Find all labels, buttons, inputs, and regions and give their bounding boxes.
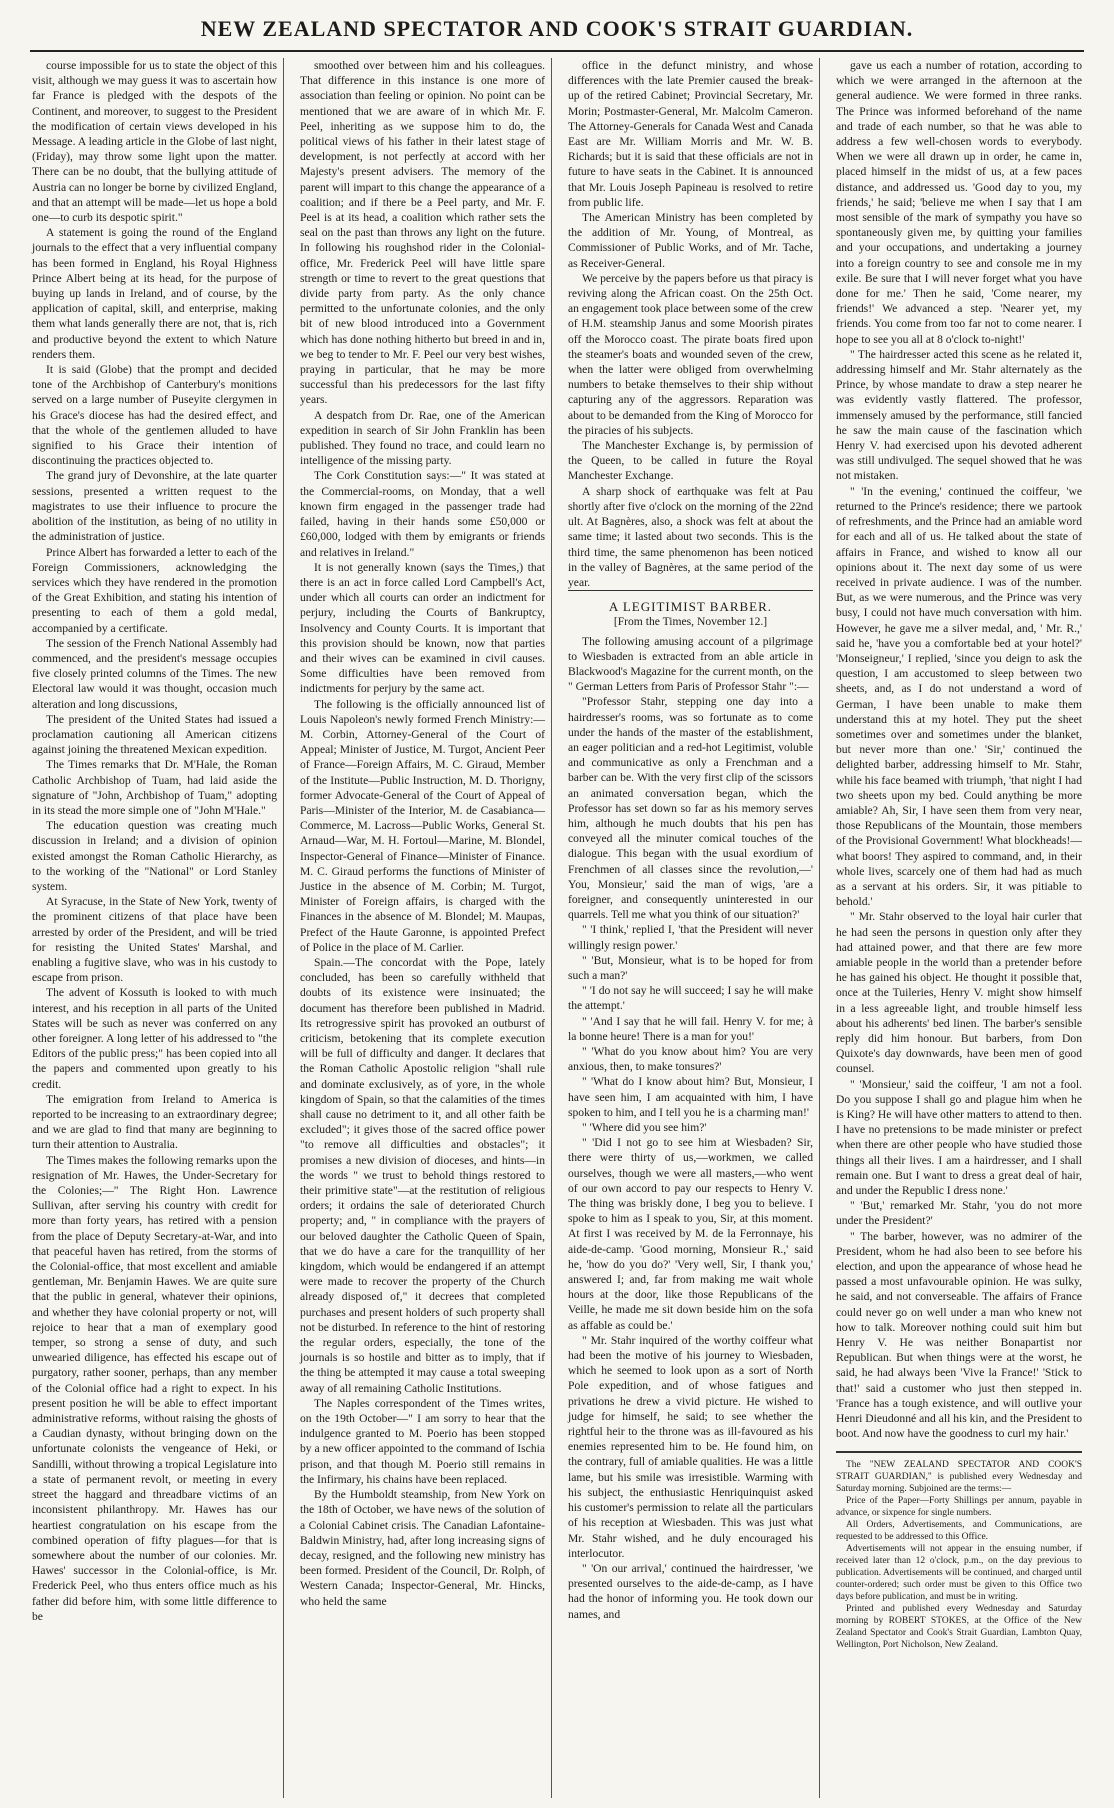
paragraph: The advent of Kossuth is looked to with much interest, and his reception in all parts of the United States will be such as never was conferred on any other foreigner. A long letter of his addressed to "the Editors of the public press;" has been copied into all the papers and commented upon greatly to his credit.: [32, 986, 277, 1091]
paragraph: A despatch from Dr. Rae, one of the American expedition in search of Sir John Franklin has been published. They found no trace, and could learn no intelligence of the missing party.: [300, 408, 545, 468]
article-heading: A LEGITIMIST BARBER.: [568, 590, 813, 614]
column-1: [26, 58, 284, 1798]
paragraph: gave us each a number of rotation, according to which we were arranged in the afternoon at the general audience. We were formed in three ranks. The Prince was informed beforehand of the name and trade of each number, so that he was able to address a few well-chosen words to everybody. When we were all drawn up in order, he came in, placed himself in the midst of us, at a few paces distance, and addressed us. 'Good day to you, my friends,' he said; 'believe me when I say that I am most sensible of the mark of sympathy you have so spontaneously given me, by quitting your families and your occupations, and undertaking a journey into a foreign country to see and console me in my exile. Be sure that I will never forget what you have done for me.' Then he said, 'Come nearer, my friends!' We advanced a step. 'Nearer yet, my friends. You come from too far not to come nearer. I hope to see you all at 8 o'clock to-night!': [836, 59, 1082, 346]
paragraph: " 'And I say that he will fail. Henry V. for me; à la bonne heure! There is a man for you!': [568, 1014, 813, 1043]
column-4-body: [836, 58, 1082, 1441]
paragraph: The Cork Constitution says:—" It was stated at the Commercial-rooms, on Monday, that a well known firm engaged in the passenger trade had failed, having in their hands some £50,000 or £60,000, lodged with them by emigrants or friends and relatives in Ireland.": [300, 469, 545, 559]
paragraph: The session of the French National Assembly had commenced, and the president's message occupies five closely printed columns of the Times. The new Electoral law would it was thought, occasion much alteration and long discussions,: [32, 636, 277, 711]
publisher-imprint: [836, 1451, 1082, 1651]
paragraph: " Mr. Stahr observed to the loyal hair curler that he had seen the persons in question only after they had attained power, and that there are few more amiable people in the world than a pretender before he has gained his object. He thought it possible that, once at the Tuileries, Henry V. might show himself in a less agreeable light, and trouble himself less about his adherents' bed linen. The barber's sensible reply did him honour. But barbers, from Don Quixote's day downwards, have been men of good counsel.: [836, 910, 1082, 1076]
imprint-line: Advertisements will not appear in the ensuing number, if received later than 12 o'clock, p.m., on the day previous to publication. Advertisements will be continued, and charged until counter-ordered; such order must be given to this Office two days before publication, and must be in writing.: [836, 1544, 1082, 1603]
paragraph: The American Ministry has been completed by the addition of Mr. Young, of Montreal, as Commissioner of Public Works, and of Mr. Tache, as Receiver-General.: [568, 211, 813, 270]
paragraph: " 'In the evening,' continued the coiffeur, 'we returned to the Prince's residence; there we partook of refreshments, and the Prince had an amiable word for each and all of us. He talked about the state of affairs in France, and wished to know all our opinions about it. The next day some of us were received in private audience. I was of the number. But, as we were numerous, and the Prince was very busy, I could not have much conversation with him. However, he gave me a silver medal, and, ' Mr. R.,' said he, 'have you a comfortable bed at your hotel?' 'Monseigneur,' I replied, 'since you deign to ask the question, I am accustomed to sleep between two sheets, and, as I do not understand a word of German, I have been unable to make them understand this at my hotel. They put the sheet sometimes over and sometimes under the blanket, but never more than one.' 'Sir,' continued the delighted barber, addressing himself to Mr. Stahr, while his face beamed with triumph, 'that night I had two sheets upon my bed. Could anything be more amiable? Ah, Sir, I have seen them from very near, those Republicans of the Mountain, those members of the Provisional Government! What blockheads!—what boors! They aspired to command, and, in their whole lives, scarcely one of them had had as much as a servant at his orders. Sir, it was pitiable to behold.': [836, 484, 1082, 909]
column-3: [562, 58, 820, 1798]
paragraph: " 'I do not say he will succeed; I say he will make the attempt.': [568, 984, 813, 1013]
paragraph: The education question was creating much discussion in Ireland; and a division of opinion existed amongst the Roman Catholic Hierarchy, as to the working of the "National" or Lord Stanley system.: [32, 819, 277, 893]
imprint-line: All Orders, Advertisements, and Communications, are requested to be addressed to this Office.: [836, 1520, 1082, 1543]
paragraph: A sharp shock of earthquake was felt at Pau shortly after five o'clock on the morning of the 22nd ult. At Bagnères, also, a shock was felt at about the same time; it lasted about two seconds. This is the third time, the same phenomenon has been noticed in the valley of Bagnères, at the same period of the year.: [568, 484, 813, 589]
paragraph: " 'But,' remarked Mr. Stahr, 'you do not more under the President?': [836, 1199, 1082, 1228]
paragraph: " 'I think,' replied I, 'that the President will never willingly resign power.': [568, 923, 813, 952]
paragraph: At Syracuse, in the State of New York, twenty of the prominent citizens of that place have been arrested by order of the President, and will be tried for resisting the United States' Marshal, and enabling a fugitive slave, who was in his custody to escape from prison.: [32, 895, 277, 985]
paragraph: By the Humboldt steamship, from New York on the 18th of October, we have news of the solution of a Colonial Cabinet crisis. The Canadian Lafontaine-Baldwin Ministry, had, after long increasing signs of decay, resigned, and the following new ministry has been formed. President of the Council, Dr. Rolph, of Western Canada; Inspector-General, Mr. Hincks, who held the same: [300, 1488, 545, 1608]
paragraph: course impossible for us to state the object of this visit, although we may guess it was to ascertain how far France is pledged with the despots of the Continent, and moreover, to suggest to the President the modification of certain views developed in his Message. A leading article in the Globe of last night, (Friday), may throw some light upon the matter. There can be no doubt, that the bullying attitude of Austria can no longer be borne by civilized England, and that an attempt will be made—let us hope a bold one—to curb its despotic spirit.": [32, 59, 278, 225]
imprint-line: Price of the Paper—Forty Shillings per annum, payable in advance, or sixpence for single numbers.: [836, 1496, 1082, 1519]
masthead: [30, 10, 1084, 52]
paragraph: Spain.—The concordat with the Pope, lately concluded, has been so carefully withheld that doubts of its existence were insinuated; the document has therefore been published in Madrid. Its retrogressive spirit has provoked an outburst of criticism, betokening that its complete execution will be full of difficulty and danger. It declares that the Roman Catholic Apostolic religion "shall rule and dominate exclusively, as of yore, in the whole kingdom of Spain, so that the calamities of the times shall cause no detriment to it, and all other faith be excluded"; it gives those of the sacred office power "to remove all difficulties and obstacles"; it promises a new division of dioceses, and hints—in the words " we trust to behold things restored to their primitive state"—at the restitution of religious orders; it ordains the sale of deteriorated Church property; and, " in compliance with the prayers of our beloved daughter the Catholic Queen of Spain, that we do have a care for the tranquillity of her kingdom, which would be endangered if an attempt were made to recover the property of the Church already disposed of," it decrees that completed purchases and present holders of such property shall not be disturbed. In reference to the hint of restoring the regular orders, especially, the tone of the journals is so hostile and bitter as to imply, that if the thing be attempted it may cause a total sweeping away of all remaining Catholic Institutions.: [300, 955, 545, 1395]
paragraph: " 'What do I know about him? But, Monsieur, I have seen him, I am acquainted with him, I have spoken to him, and I tell you he is a charming man!': [568, 1075, 813, 1119]
paragraph: The Naples correspondent of the Times writes, on the 19th October—" I am sorry to hear that the indulgence granted to M. Poerio has been stopped by a new officer appointed to the command of Ischia prison, and that though M. Poerio still remains in the Infirmary, his chains have been replaced.: [300, 1396, 545, 1486]
paragraph: " 'Where did you see him?': [582, 1121, 707, 1135]
column-4: [830, 58, 1088, 1798]
paragraph: " 'Monsieur,' said the coiffeur, 'I am not a fool. Do you suppose I shall go and plague him when he is King? He will have other matters to attend to then. I have no pretensions to be made minister or prefect when there are other people who have studied those things all their lives. I am a hairdresser, and I shall remain one. But I want to dress a great deal of hair, and under the Republic I dress none.': [836, 1077, 1082, 1198]
paragraph: A statement is going the round of the England journals to the effect that a very influential company has been formed in England, his Royal Highness Prince Albert being at its head, for the purpose of buying up lands in Ireland, and of course, by the application of capital, skill, and enterprise, making them what lands generally there are not, that is, rich and productive beyond the extent to which Nature renders them.: [32, 226, 277, 361]
paragraph: " 'On our arrival,' continued the hairdresser, 'we presented ourselves to the aide-de-camp, as I have had the honor of informing you. He took down our names, and: [568, 1561, 813, 1621]
paragraph: " Mr. Stahr inquired of the worthy coiffeur what had been the motive of his journey to Wiesbaden, which he seemed to look upon as a sort of North Pole expedition, and of whose fatigues and privations he drew a vivid picture. He wished to judge for himself, he said; to see whether the rightful heir to the throne was as ill-favoured as his enemies represented him to be. He found him, on the contrary, full of amiable qualities. He was a little lame, but his smile was irresistible. Warming with his subject, the enthusiastic Henriquinquist asked his customer's permission to relate all the particulars of his reception at Wiesbaden. This was just what Mr. Stahr wished, and he duly encouraged his interlocutor.: [568, 1333, 813, 1560]
imprint-line: Printed and published every Wednesday and Saturday morning by ROBERT STOKES, at the Office of the New Zealand Spectator and Cook's Strait Guardian, Lambton Quay, Wellington, Port Nicholson, New Zealand.: [836, 1604, 1082, 1651]
paragraph: Prince Albert has forwarded a letter to each of the Foreign Commissioners, acknowledging the services which they have rendered in the promotion of the Great Exhibition, and stating his intention of presenting to each of them a gold medal, accompanied by a certificate.: [32, 545, 277, 635]
paragraph: " 'What do you know about him? You are very anxious, then, to make tonsures?': [568, 1045, 813, 1074]
paragraph: The Times makes the following remarks upon the resignation of Mr. Hawes, the Under-Secretary for the Colonies;—" The Right Hon. Lawrence Sullivan, after serving his country with credit for more than forty years, has retired with a pension from the place of Deputy Secretary-at-War, and into that peaceful haven has retired, from the storms of the Colonial-office, that most excellent and amiable gentleman, Mr. Benjamin Hawes. We are quite sure that the public in general, whatever their opinions, and whether they have colonial property or not, will rejoice to hear that a man of exemplary good temper, so strong a sense of duty, and such unwearied diligence, has effected his escape out of purgatory, rather sooner, perhaps, than any member of the Colonial office had a right to expect. In his present position he will be able to effect important administrative reforms, without raising the ghosts of a Caudian dynasty, without bringing down on the unfortunate colonists the vengeance of Heki, or Sandilli, without throwing a tropical Legislature into a state of permanent revolt, or meeting in every street the haggard and threadbare victims of an inconsistent philanthropy. Mr. Hawes has our heartiest congratulation on his escape from the combined operation of fifty plagues—for that is somewhere about the number of our colonies. Mr. Hawes' successor in the Colonial-office, is Mr. Frederick Peel, who thus enters office much as his father did before him, with some little difference to be: [32, 1153, 277, 1623]
paragraph: The Manchester Exchange is, by permission of the Queen, to be called in future the Royal Manchester Exchange.: [568, 439, 813, 483]
paragraph: " 'But, Monsieur, what is to be hoped for from such a man?': [568, 953, 813, 982]
masthead-title: NEW ZEALAND SPECTATOR AND COOK'S STRAIT GUARDIAN.: [200, 16, 914, 41]
paragraph: "Professor Stahr, stepping one day into a hairdresser's rooms, was so fortunate as to come under the hands of the master of the establishment, an eager politician and a red-hot Legitimist, voluble and communicative as only a Frenchman and a barber can be. With the very first clip of the scissors an animated conversation began, which the Professor has set down so far as his memory serves him, although he much doubts that his pen has conveyed all the minuter comical touches of the dialogue. This began with the usual exordium of Frenchmen of all classes since the revolution,—' You, Monsieur,' said the man of wigs, 'are a foreigner, and consequently uninterested in our quarrels. Tell me what you think of our situation?': [568, 695, 813, 922]
paragraph: It is said (Globe) that the prompt and decided tone of the Archbishop of Canterbury's monitions served on a large number of Puseyite clergymen in his Grace's diocese has had the desired effect, and that the whole of the gentlemen alluded to have signified to his Grace their intention of discontinuing the practices objected to.: [32, 363, 277, 468]
article-source: [From the Times, November 12.]: [613, 615, 768, 629]
paragraph: The Times remarks that Dr. M'Hale, the Roman Catholic Archbishop of Tuam, had laid aside the signature of "John, Archbishop of Tuam," adopting in its stead the more simple one of "John M'Hale.": [32, 758, 277, 817]
imprint-line: The "NEW ZEALAND SPECTATOR AND COOK'S STRAIT GUARDIAN," is published every Wednesday and Saturday morning. Subjoined are the terms:—: [836, 1460, 1082, 1495]
paragraph: " The hairdresser acted this scene as he related it, addressing himself and Mr. Stahr alternately as the Prince, by whose mandate to draw a step nearer he was evidently vastly flattered. The professor, immensely amused by the performance, still fancied he saw the main cause of the fascination which Henry V. had exercised upon his devoted adherent was still undivulged. The sequel showed that he was not mistaken.: [836, 347, 1082, 483]
paragraph: office in the defunct ministry, and whose differences with the late Premier caused the break-up of the retired Cabinet; Provincial Secretary, Mr. Morin; Postmaster-General, Mr. Malcolm Cameron. The Attorney-Generals for Canada West and Canada East are Mr. William Morris and Mr. W. B. Richards; but it is said that these officials are not in future to have seats in the Cabinet. It is announced that Mr. Louis Joseph Papineau is resolved to retire from public life.: [568, 59, 813, 209]
paragraph: smoothed over between him and his colleagues. That difference in this instance is one more of association than feeling or opinion. No point can be mentioned that we are aware of in which Mr. F. Peel, inheriting as we suppose him to do, the political views of his father in their latest stage of development, is not perfectly at accord with her Majesty's present advisers. The memory of the parent will impart to this change the appearance of a coalition; and if there be a Peel party, and Mr. F. Peel is at its head, a coalition which rather sets the seal on the past than throws any light on the future. In following his roughshod rider in the Colonial-office, Mr. Frederick Peel will have little spare strength or time to revert to the great questions that divide party from party. As the only chance permitted to the unfortunate colonies, and the only bit of new blood introduced into a Government which has done nothing hitherto but breed in and in, we beg to tender to Mr. F. Peel our very best wishes, praying in particular, that he may be more successful than his predecessors for the last fifty years.: [300, 59, 545, 407]
paragraph: The following is the officially announced list of Louis Napoleon's newly formed French Ministry:—M. Corbin, Attorney-General of the Court of Appeal; Minister of Justice, M. Turgot, Ancient Peer of France—Foreign Affairs, M. C. Giraud, Member of the Institute—Public Instruction, M. D. Thorigny, former Advocate-General of the Court of Appeal of Paris—Minister of the Interior, M. de Casabianca—Commerce, M. Lacross—Public Works, General St. Arnaud—War, M. H. Fortoul—Marine, M. Blondel, Inspector-General of Finance—Minister of Finance. M. C. Giraud performs the functions of Minister of Justice in the absence of M. Corbin; M. Turgot, Minister of Foreign affairs, is charged with the Finances in the absence of M. Blondel; M. Maupas, Prefect of the Haute Garonne, is appointed Prefect of Police in the place of M. Carlier.: [300, 697, 545, 954]
paragraph: The emigration from Ireland to America is reported to be increasing to an extraordinary degree; and we are glad to find that many are beginning to turn their attention to Australia.: [32, 1092, 277, 1152]
paragraph: It is not generally known (says the Times,) that there is an act in force called Lord Campbell's Act, under which all courts can order an indictment for perjury, including the Courts of Bankruptcy, Insolvency and County Courts. It is important that this provision should be known, now that parties and their wives can be examined in civil causes. Some difficulties have been removed from indictments for perjury by the same act.: [300, 560, 545, 696]
article-columns: [26, 58, 1088, 1798]
paragraph: " The barber, however, was no admirer of the President, whom he had also been to see before his election, and upon the appearance of whose head he passed a most unfavourable opinion. He was sulky, he said, and not converseable. The affairs of France could never go on well under a man who knew not how to talk. Moreover nothing could suit him but Henry V. He was neither Bonapartist nor Republican. But when things were at the worst, he said, he had always been 'Vive la France!' 'Stick to that!' said a customer who just then stepped in. 'France has a tough existence, and will outlive your Henri Dieudonné and all his kin, and the President to boot. And now have the goodness to curl my hair.': [836, 1229, 1082, 1441]
paragraph: We perceive by the papers before us that piracy is reviving along the African coast. On the 25th Oct. an engagement took place between some of the crew of H.M. steamship Janus and some Moorish pirates off the Morocco coast. The pirate boats fired upon the steamer's boats and wounded seven of the crew, when the latter were obliged from overwhelming numbers to betake themselves to their ship without capturing any of the aggressors. Reparation was about to be demanded from the King of Morocco for the piracies of his subjects.: [568, 271, 813, 437]
column-2: [294, 58, 552, 1798]
paragraph: " 'Did I not go to see him at Wiesbaden? Sir, there were thirty of us,—workmen, we called ourselves, though we were all masters,—who went of our own accord to pay our respects to Henry V. The thing was briskly done, I beg you to believe. I spoke to him as I speak to you, Sir, at this moment. At first I was received by M. de la Ferronnaye, his aide-de-camp. 'Good morning, Monsieur R.,' said he, 'how do you do?' 'Very well, Sir, I thank you,' answered I; and, far from making me wait whole hours at the door, like those Republicans of the Veille, he made me sit down beside him on the sofa as affable as could be.': [568, 1136, 813, 1332]
paragraph: The following amusing account of a pilgrimage to Wiesbaden is extracted from an able article in Blackwood's Magazine for the current month, on the " German Letters from Paris of Professor Stahr ":—: [568, 634, 813, 694]
paragraph: The grand jury of Devonshire, at the late quarter sessions, presented a written request to the magistrates to use their influence to procure the abolition of the institution, as being of no utility in the administration of justice.: [32, 469, 277, 544]
paragraph: The president of the United States had issued a proclamation cautioning all American citizens against joining the threatened Mexican expedition.: [32, 712, 277, 757]
